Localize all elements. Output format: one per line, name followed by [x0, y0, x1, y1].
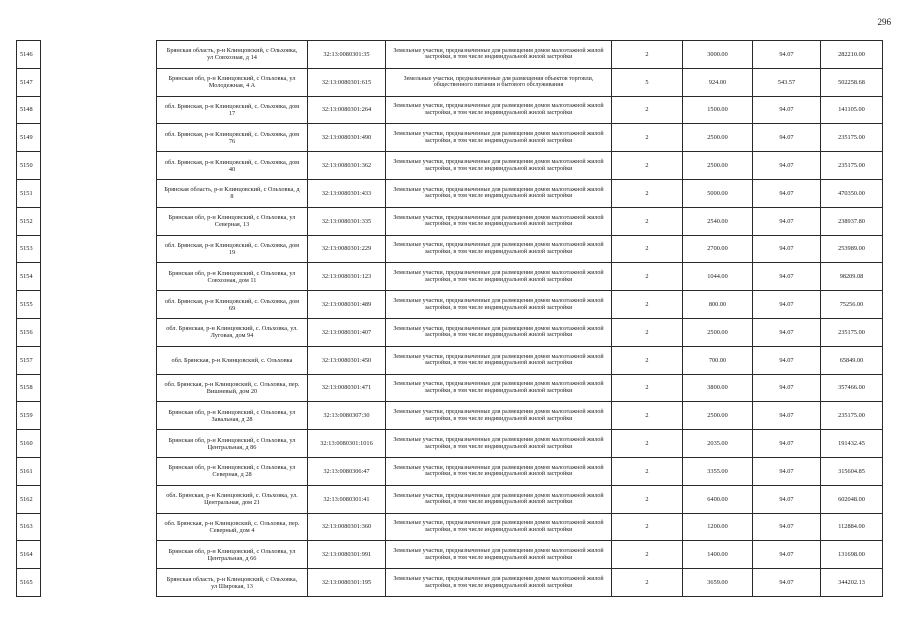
- group-cell: 2: [612, 402, 683, 430]
- cadastral-value-cell: 191432.45: [821, 430, 883, 458]
- address-cell: Брянская обл, р-н Клинцовский, с Ольховка, ул Завальная, д 28: [157, 402, 308, 430]
- address-cell: Брянская обл, р-н Клинцовский, с Ольховка, ул Центральная, д 66: [157, 541, 308, 569]
- address-cell: Брянская обл, р-н Клинцовский, с Ольховка, ул Совхозная, дом 11: [157, 263, 308, 291]
- land-use-cell: Земельные участки, предназначенные для размещения домов малоэтажной жилой застройки, в том числе индивидуальной жилой застройки: [386, 152, 612, 180]
- address-cell: обл. Брянская, р-н Клинцовский, с. Ольховка, ул. Луговая, дом 94: [157, 318, 308, 346]
- spacer-cell: [41, 179, 157, 207]
- land-use-cell: Земельные участки, предназначенные для размещения домов малоэтажной жилой застройки, в том числе индивидуальной жилой застройки: [386, 291, 612, 319]
- address-cell: обл. Брянская, р-н Клинцовский, с. Ольховка, дом 17: [157, 96, 308, 124]
- address-cell: обл. Брянская, р-н Клинцовский, с. Ольховка, дом 40: [157, 152, 308, 180]
- address-cell: Брянская обл, р-н Клинцовский, с Ольховка, ул Северная, д 28: [157, 457, 308, 485]
- row-number-cell: 5164: [17, 541, 41, 569]
- rate-cell: 94.07: [753, 457, 821, 485]
- spacer-cell: [41, 291, 157, 319]
- address-cell: обл. Брянская, р-н Клинцовский, с. Ольховка, дом 19: [157, 235, 308, 263]
- table-body: [17, 41, 883, 597]
- cadastral-value-cell: 235175.00: [821, 152, 883, 180]
- row-number-cell: 5157: [17, 346, 41, 374]
- area-cell: 2035.00: [683, 430, 753, 458]
- page-number: 296: [877, 17, 891, 27]
- address-cell: Брянская область, р-н Клинцовский, с Ольховка, д 8: [157, 179, 308, 207]
- table-row: [17, 374, 883, 402]
- rate-cell: 94.07: [753, 513, 821, 541]
- cadastral-number-cell: 32:13:0080301:41: [308, 485, 386, 513]
- cadastral-value-cell: 141105.00: [821, 96, 883, 124]
- group-cell: 2: [612, 457, 683, 485]
- land-register-table: [16, 40, 883, 597]
- spacer-cell: [41, 152, 157, 180]
- land-use-cell: Земельные участки, предназначенные для размещения домов малоэтажной жилой застройки, в том числе индивидуальной жилой застройки: [386, 179, 612, 207]
- area-cell: 700.00: [683, 346, 753, 374]
- land-use-cell: Земельные участки, предназначенные для размещения домов малоэтажной жилой застройки, в том числе индивидуальной жилой застройки: [386, 96, 612, 124]
- group-cell: 2: [612, 513, 683, 541]
- table-row: [17, 96, 883, 124]
- cadastral-value-cell: 344202.13: [821, 569, 883, 597]
- rate-cell: 94.07: [753, 124, 821, 152]
- cadastral-number-cell: 32:13:0080301:407: [308, 318, 386, 346]
- cadastral-value-cell: 470350.00: [821, 179, 883, 207]
- land-use-cell: Земельные участки, предназначенные для размещения объектов торговли, общественного питания и бытового обслуживания: [386, 68, 612, 96]
- land-use-cell: Земельные участки, предназначенные для размещения домов малоэтажной жилой застройки, в том числе индивидуальной жилой застройки: [386, 374, 612, 402]
- row-number-cell: 5163: [17, 513, 41, 541]
- cadastral-value-cell: 65849.00: [821, 346, 883, 374]
- land-use-cell: Земельные участки, предназначенные для размещения домов малоэтажной жилой застройки, в том числе индивидуальной жилой застройки: [386, 569, 612, 597]
- address-cell: Брянская обл, р-н Клинцовский, с Ольховка, ул Северная, 13: [157, 207, 308, 235]
- spacer-cell: [41, 235, 157, 263]
- rate-cell: 94.07: [753, 402, 821, 430]
- group-cell: 2: [612, 430, 683, 458]
- table-row: [17, 68, 883, 96]
- cadastral-value-cell: 357466.00: [821, 374, 883, 402]
- area-cell: 1500.00: [683, 96, 753, 124]
- land-use-cell: Земельные участки, предназначенные для размещения домов малоэтажной жилой застройки, в том числе индивидуальной жилой застройки: [386, 318, 612, 346]
- cadastral-number-cell: 32:13:0080301:195: [308, 569, 386, 597]
- row-number-cell: 5156: [17, 318, 41, 346]
- rate-cell: 94.07: [753, 152, 821, 180]
- address-cell: обл. Брянская, р-н Клинцовский, с. Ольховка, пер. Северный, дом 4: [157, 513, 308, 541]
- address-cell: обл. Брянская, р-н Клинцовский, с. Ольховка: [157, 346, 308, 374]
- rate-cell: 94.07: [753, 374, 821, 402]
- address-cell: обл. Брянская, р-н Клинцовский, с. Ольховка, ул. Центральная, дом 21: [157, 485, 308, 513]
- cadastral-value-cell: 602048.00: [821, 485, 883, 513]
- address-cell: обл. Брянская, р-н Клинцовский, с. Ольховка, дом 69: [157, 291, 308, 319]
- group-cell: 2: [612, 346, 683, 374]
- spacer-cell: [41, 41, 157, 69]
- rate-cell: 94.07: [753, 430, 821, 458]
- group-cell: 2: [612, 374, 683, 402]
- row-number-cell: 5150: [17, 152, 41, 180]
- cadastral-number-cell: 32:13:0080301:335: [308, 207, 386, 235]
- cadastral-number-cell: 32:13:0080301:433: [308, 179, 386, 207]
- address-cell: обл. Брянская, р-н Клинцовский, с. Ольховка, дом 76: [157, 124, 308, 152]
- rate-cell: 94.07: [753, 291, 821, 319]
- cadastral-value-cell: 131698.00: [821, 541, 883, 569]
- rate-cell: 94.07: [753, 179, 821, 207]
- row-number-cell: 5152: [17, 207, 41, 235]
- group-cell: 2: [612, 263, 683, 291]
- area-cell: 2540.00: [683, 207, 753, 235]
- table-row: [17, 179, 883, 207]
- area-cell: 2500.00: [683, 318, 753, 346]
- land-use-cell: Земельные участки, предназначенные для размещения домов малоэтажной жилой застройки, в том числе индивидуальной жилой застройки: [386, 457, 612, 485]
- land-use-cell: Земельные участки, предназначенные для размещения домов малоэтажной жилой застройки, в том числе индивидуальной жилой застройки: [386, 402, 612, 430]
- address-cell: Брянская обл, р-н Клинцовский, с Ольховка, ул Молодежная, 4 А: [157, 68, 308, 96]
- spacer-cell: [41, 346, 157, 374]
- table-row: [17, 291, 883, 319]
- row-number-cell: 5151: [17, 179, 41, 207]
- spacer-cell: [41, 96, 157, 124]
- rate-cell: 94.07: [753, 318, 821, 346]
- group-cell: 2: [612, 235, 683, 263]
- row-number-cell: 5148: [17, 96, 41, 124]
- cadastral-number-cell: 32:13:0080301:615: [308, 68, 386, 96]
- row-number-cell: 5146: [17, 41, 41, 69]
- group-cell: 2: [612, 318, 683, 346]
- area-cell: 2500.00: [683, 124, 753, 152]
- table-row: [17, 263, 883, 291]
- cadastral-number-cell: 32:13:0080306:47: [308, 457, 386, 485]
- cadastral-number-cell: 32:13:0080301:362: [308, 152, 386, 180]
- address-cell: Брянская область, р-н Клинцовский, с Ольховка, ул Широкая, 13: [157, 569, 308, 597]
- area-cell: 2500.00: [683, 402, 753, 430]
- row-number-cell: 5153: [17, 235, 41, 263]
- table-row: [17, 207, 883, 235]
- cadastral-number-cell: 32:13:0080301:35: [308, 41, 386, 69]
- spacer-cell: [41, 402, 157, 430]
- group-cell: 2: [612, 485, 683, 513]
- group-cell: 2: [612, 541, 683, 569]
- cadastral-value-cell: 235175.00: [821, 124, 883, 152]
- table-row: [17, 541, 883, 569]
- area-cell: 6400.00: [683, 485, 753, 513]
- cadastral-value-cell: 98209.08: [821, 263, 883, 291]
- row-number-cell: 5154: [17, 263, 41, 291]
- group-cell: 2: [612, 179, 683, 207]
- spacer-cell: [41, 263, 157, 291]
- rate-cell: 94.07: [753, 96, 821, 124]
- land-use-cell: Земельные участки, предназначенные для размещения домов малоэтажной жилой застройки, в том числе индивидуальной жилой застройки: [386, 207, 612, 235]
- spacer-cell: [41, 457, 157, 485]
- spacer-cell: [41, 374, 157, 402]
- area-cell: 1400.00: [683, 541, 753, 569]
- cadastral-number-cell: 32:13:0080301:360: [308, 513, 386, 541]
- rate-cell: 94.07: [753, 207, 821, 235]
- cadastral-value-cell: 238937.80: [821, 207, 883, 235]
- group-cell: 2: [612, 207, 683, 235]
- table-row: [17, 346, 883, 374]
- table-row: [17, 318, 883, 346]
- rate-cell: 543.57: [753, 68, 821, 96]
- row-number-cell: 5149: [17, 124, 41, 152]
- address-cell: Брянская область, р-н Клинцовский, с Ольховка, ул Совхозная, д 14: [157, 41, 308, 69]
- cadastral-number-cell: 32:13:0080307:30: [308, 402, 386, 430]
- spacer-cell: [41, 68, 157, 96]
- cadastral-number-cell: 32:13:0080301:123: [308, 263, 386, 291]
- cadastral-value-cell: 315604.85: [821, 457, 883, 485]
- table-row: [17, 430, 883, 458]
- row-number-cell: 5165: [17, 569, 41, 597]
- row-number-cell: 5162: [17, 485, 41, 513]
- table-row: [17, 457, 883, 485]
- address-cell: обл. Брянская, р-н Клинцовский, с. Ольховка, пер. Вишневый, дом 20: [157, 374, 308, 402]
- spacer-cell: [41, 541, 157, 569]
- table-row: [17, 235, 883, 263]
- land-use-cell: Земельные участки, предназначенные для размещения домов малоэтажной жилой застройки, в том числе индивидуальной жилой застройки: [386, 263, 612, 291]
- group-cell: 2: [612, 152, 683, 180]
- land-use-cell: Земельные участки, предназначенные для размещения домов малоэтажной жилой застройки, в том числе индивидуальной жилой застройки: [386, 430, 612, 458]
- rate-cell: 94.07: [753, 485, 821, 513]
- area-cell: 3000.00: [683, 41, 753, 69]
- cadastral-value-cell: 235175.00: [821, 402, 883, 430]
- rate-cell: 94.07: [753, 263, 821, 291]
- cadastral-number-cell: 32:13:0080301:450: [308, 346, 386, 374]
- land-use-cell: Земельные участки, предназначенные для размещения домов малоэтажной жилой застройки, в том числе индивидуальной жилой застройки: [386, 485, 612, 513]
- cadastral-number-cell: 32:13:0080301:490: [308, 124, 386, 152]
- table-row: [17, 513, 883, 541]
- land-use-cell: Земельные участки, предназначенные для размещения домов малоэтажной жилой застройки, в том числе индивидуальной жилой застройки: [386, 346, 612, 374]
- spacer-cell: [41, 569, 157, 597]
- table-row: [17, 41, 883, 69]
- spacer-cell: [41, 318, 157, 346]
- area-cell: 2700.00: [683, 235, 753, 263]
- row-number-cell: 5159: [17, 402, 41, 430]
- cadastral-number-cell: 32:13:0080301:489: [308, 291, 386, 319]
- cadastral-value-cell: 282210.00: [821, 41, 883, 69]
- rate-cell: 94.07: [753, 41, 821, 69]
- rate-cell: 94.07: [753, 346, 821, 374]
- row-number-cell: 5158: [17, 374, 41, 402]
- cadastral-number-cell: 32:13:0080301:991: [308, 541, 386, 569]
- land-use-cell: Земельные участки, предназначенные для размещения домов малоэтажной жилой застройки, в том числе индивидуальной жилой застройки: [386, 513, 612, 541]
- area-cell: 3355.00: [683, 457, 753, 485]
- area-cell: 5000.00: [683, 179, 753, 207]
- cadastral-number-cell: 32:13:0080301:229: [308, 235, 386, 263]
- spacer-cell: [41, 430, 157, 458]
- table-row: [17, 152, 883, 180]
- rate-cell: 94.07: [753, 569, 821, 597]
- cadastral-number-cell: 32:13:0080301:264: [308, 96, 386, 124]
- table-row: [17, 402, 883, 430]
- group-cell: 2: [612, 569, 683, 597]
- spacer-cell: [41, 207, 157, 235]
- land-use-cell: Земельные участки, предназначенные для размещения домов малоэтажной жилой застройки, в том числе индивидуальной жилой застройки: [386, 541, 612, 569]
- land-use-cell: Земельные участки, предназначенные для размещения домов малоэтажной жилой застройки, в том числе индивидуальной жилой застройки: [386, 235, 612, 263]
- area-cell: 2500.00: [683, 152, 753, 180]
- row-number-cell: 5160: [17, 430, 41, 458]
- area-cell: 3800.00: [683, 374, 753, 402]
- land-use-cell: Земельные участки, предназначенные для размещения домов малоэтажной жилой застройки, в том числе индивидуальной жилой застройки: [386, 124, 612, 152]
- address-cell: Брянская обл, р-н Клинцовский, с Ольховка, ул Центральная, д 86: [157, 430, 308, 458]
- row-number-cell: 5147: [17, 68, 41, 96]
- table-row: [17, 569, 883, 597]
- cadastral-value-cell: 235175.00: [821, 318, 883, 346]
- cadastral-number-cell: 32:13:0080301:1016: [308, 430, 386, 458]
- table-row: [17, 124, 883, 152]
- cadastral-value-cell: 75256.00: [821, 291, 883, 319]
- table-row: [17, 485, 883, 513]
- area-cell: 800.00: [683, 291, 753, 319]
- group-cell: 2: [612, 124, 683, 152]
- row-number-cell: 5161: [17, 457, 41, 485]
- row-number-cell: 5155: [17, 291, 41, 319]
- land-use-cell: Земельные участки, предназначенные для размещения домов малоэтажной жилой застройки, в том числе индивидуальной жилой застройки: [386, 41, 612, 69]
- group-cell: 5: [612, 68, 683, 96]
- area-cell: 3659.00: [683, 569, 753, 597]
- rate-cell: 94.07: [753, 541, 821, 569]
- spacer-cell: [41, 485, 157, 513]
- spacer-cell: [41, 513, 157, 541]
- group-cell: 2: [612, 96, 683, 124]
- cadastral-value-cell: 253989.00: [821, 235, 883, 263]
- group-cell: 2: [612, 291, 683, 319]
- cadastral-value-cell: 112884.00: [821, 513, 883, 541]
- group-cell: 2: [612, 41, 683, 69]
- spacer-cell: [41, 124, 157, 152]
- area-cell: 924.00: [683, 68, 753, 96]
- rate-cell: 94.07: [753, 235, 821, 263]
- cadastral-number-cell: 32:13:0080301:471: [308, 374, 386, 402]
- cadastral-value-cell: 502258.68: [821, 68, 883, 96]
- area-cell: 1200.00: [683, 513, 753, 541]
- area-cell: 1044.00: [683, 263, 753, 291]
